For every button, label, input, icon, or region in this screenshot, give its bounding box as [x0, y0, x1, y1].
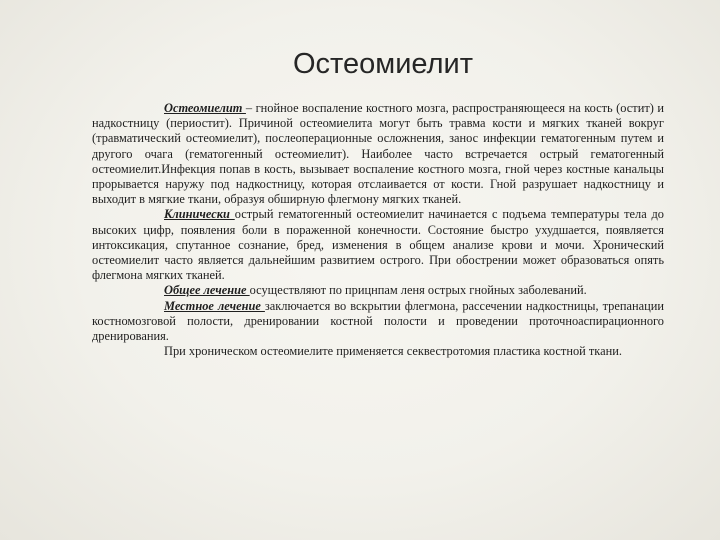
paragraph-text: – гнойное воспаление костного мозга, распространяющееся на кость (остит) и надкостницу (периостит). Причиной остеомиелита могут быть травма кости и мягких тканей вокруг (травматический остеомиелит), послеоперационные осложнения, занос инфекции гематогенным путем и другого очага (гематогенный остеомиелит). Наиболее часто встречается острый гематогенный остеомиелит.Инфекция попав в кость, вызывает воспаление костного мозга, гной через костные канальцы прорывается наружу под надкостницу, которая отслаивается от кости. Гной разрушает надкостницу и выходит в мягкие ткани, образуя обширную флегмону мягких тканей. [92, 101, 664, 207]
term-local-treatment: Местное лечение [164, 298, 265, 313]
paragraph-general-treatment [92, 283, 664, 298]
slide-body [92, 101, 664, 359]
slide-title: Остеомиелит [293, 48, 473, 80]
paragraph-local-treatment [92, 299, 664, 345]
paragraph-text: При хроническом остеомиелите применяется секвестротомия пластика костной ткани. [164, 344, 622, 359]
paragraph-text: заключается во вскрытии флегмона, рассечении надкостницы, трепанации костномозговой полости, дренировании костной полости и проведении проточноаспирационного дренирования. [92, 298, 665, 344]
paragraph-definition [92, 101, 664, 207]
paragraph-clinical [92, 207, 664, 283]
paragraph-text: осуществляют по прицнпам леня острых гнойных заболеваний. [249, 283, 587, 298]
term-clinically: Клинически [164, 207, 235, 222]
paragraph-chronic [92, 344, 664, 359]
paragraph-text: острый гематогенный остеомиелит начинается с подъема температуры тела до высоких цифр, появления боли в пораженной конечности. Состояние быстро ухудшается, появляется интоксикация, спутанное сознание, бред, изменения в общем анализе крови и мочи. Хронический остеомиелит часто является дальнейшим развитием острого. При обострении может образоваться опять флегмона мягких тканей. [92, 207, 664, 283]
term-osteomyelitis: Остеомиелит [164, 101, 246, 115]
term-general-treatment: Общее лечение [164, 283, 250, 298]
